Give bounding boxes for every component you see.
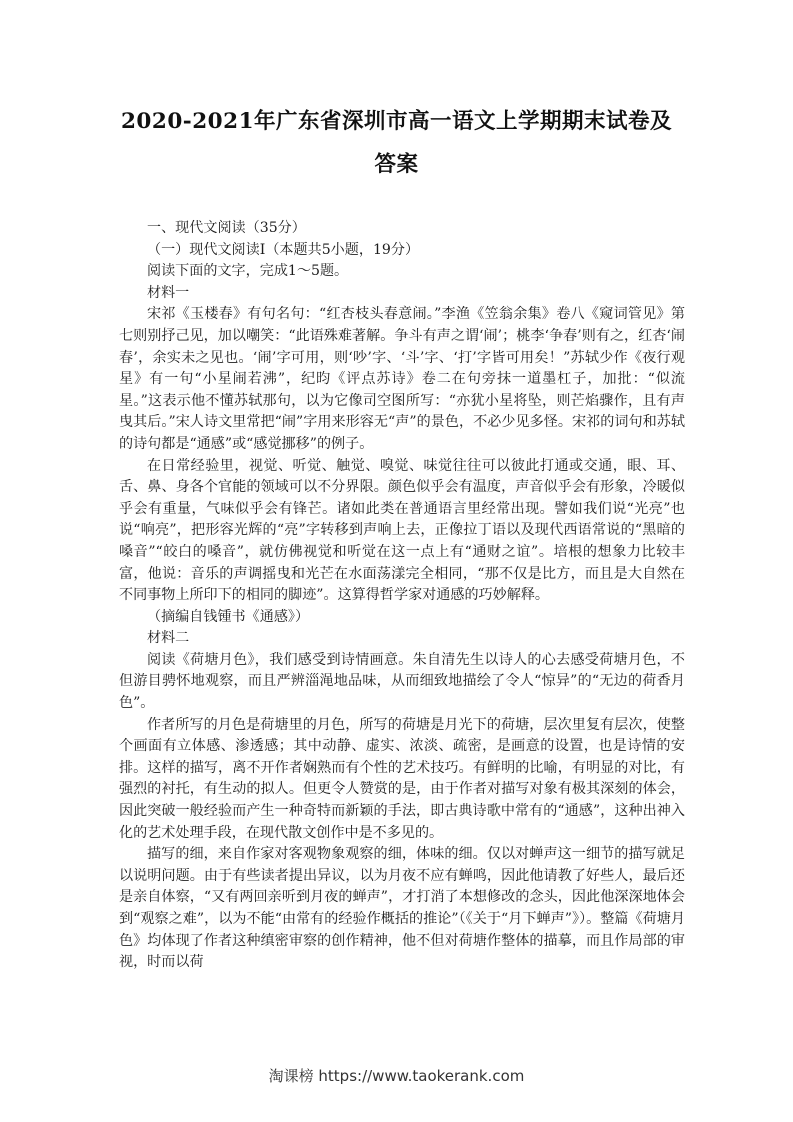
document-body [119, 218, 685, 974]
paragraph: 在日常经验里，视觉、听觉、触觉、嗅觉、味觉往往可以彼此打通或交通，眼、耳、舌、鼻、身各个官能的领域可以不分界限。颜色似乎会有温度，声音似乎会有形象，冷暖似乎会有重量，气味似乎会有锋芒。诸如此类在普通语言里经常出现。譬如我们说“光亮”也说“响亮”，把形容光辉的“亮”字转移到声响上去，正像拉丁语以及现代西语常说的“黑暗的嗓音”“皎白的嗓音”，就仿佛视觉和听觉在这一点上有“通财之谊”。培根的想象力比较丰富，他说：音乐的声调摇曳和光芒在水面荡漾完全相同，“那不仅是比方，而且是大自然在不同事物上所印下的相同的脚迹”。这算得哲学家对通感的巧妙解释。 [119, 457, 685, 604]
instruction-text: 阅读下面的文字，完成1～5题。 [147, 263, 349, 280]
document-title-line-1: 2020-2021年广东省深圳市高一语文上学期期末试卷及 [120, 109, 673, 134]
material-label: 材料一 [147, 284, 190, 301]
paragraph: 宋祁《玉楼春》有句名句：“红杏枝头春意闹。”李渔《笠翁余集》卷八《窥词管见》第七则别抒己见，加以嘲笑：“此语殊难著解。争斗有声之谓‘闹’；桃李‘争春’则有之，红杏‘闹春’，余实未之见也。‘闹’字可用，则‘吵’字、‘斗’字、‘打’字皆可用矣！”苏轼少作《夜行观星》有一句“小星闹若沸”，纪昀《评点苏诗》卷二在句旁抹一道墨杠子，加批：“似流星。”这表示他不懂苏轼那句，以为它像司空图所写：“亦犹小星将坠，则芒焰骤作，且有声曳其后。”宋人诗文里常把“闹”字用来形容无“声”的景色，不必少见多怪。宋祁的词句和苏轼的诗句都是“通感”或“感觉挪移”的例子。 [119, 306, 685, 452]
subsection-heading: （一）现代文阅读Ⅰ（本题共5小题，19分） [147, 241, 420, 258]
footer-watermark: 淘课榜 https://www.taokerank.com [268, 1067, 525, 1085]
paragraph: 作者所写的月色是荷塘里的月色，所写的荷塘是月光下的荷塘，层次里复有层次，使整个画面有立体感、渗透感；其中动静、虚实、浓淡、疏密，是画意的设置，也是诗情的安排。这样的描写，离不开作者娴熟而有个性的艺术技巧。有鲜明的比喻，有明显的对比，有强烈的衬托，有生动的拟人。但更令人赞赏的是，由于作者对描写对象有极其深刻的体会，因此突破一般经验而产生一种奇特而新颖的手法，即古典诗歌中常有的“通感”，这种出神入化的艺术处理手段，在现代散文创作中是不多见的。 [119, 716, 685, 841]
paragraph: 描写的细，来自作家对客观物象观察的细，体味的细。仅以对蝉声这一细节的描写就足以说明问题。由于有些读者提出异议，以为月夜不应有蝉鸣，因此他请教了好些人，最后还是亲自体察，“又有两回亲听到月夜的蝉声”，才打消了本想修改的念头，因此他深深地体会到“观察之难”，以为不能“由常有的经验作概括的推论”（《关于“月下蝉声”》）。整篇《荷塘月色》均体现了作者这种缜密审察的创作精神，他不但对荷塘作整体的描摹，而且作局部的审视，时而以荷 [119, 846, 685, 971]
material-label: 材料二 [147, 630, 190, 647]
source-citation: （摘编自钱锺书《通感》） [147, 608, 310, 625]
document-title-line-2: 答案 [374, 152, 419, 177]
section-heading: 一、现代文阅读（35分） [147, 220, 306, 236]
paragraph: 阅读《荷塘月色》，我们感受到诗情画意。朱自清先生以诗人的心去感受荷塘月色，不但游目骋怀地观察，而且严辨淄渑地品味，从而细致地描绘了令人“惊异”的“无边的荷香月色”。 [119, 651, 685, 712]
